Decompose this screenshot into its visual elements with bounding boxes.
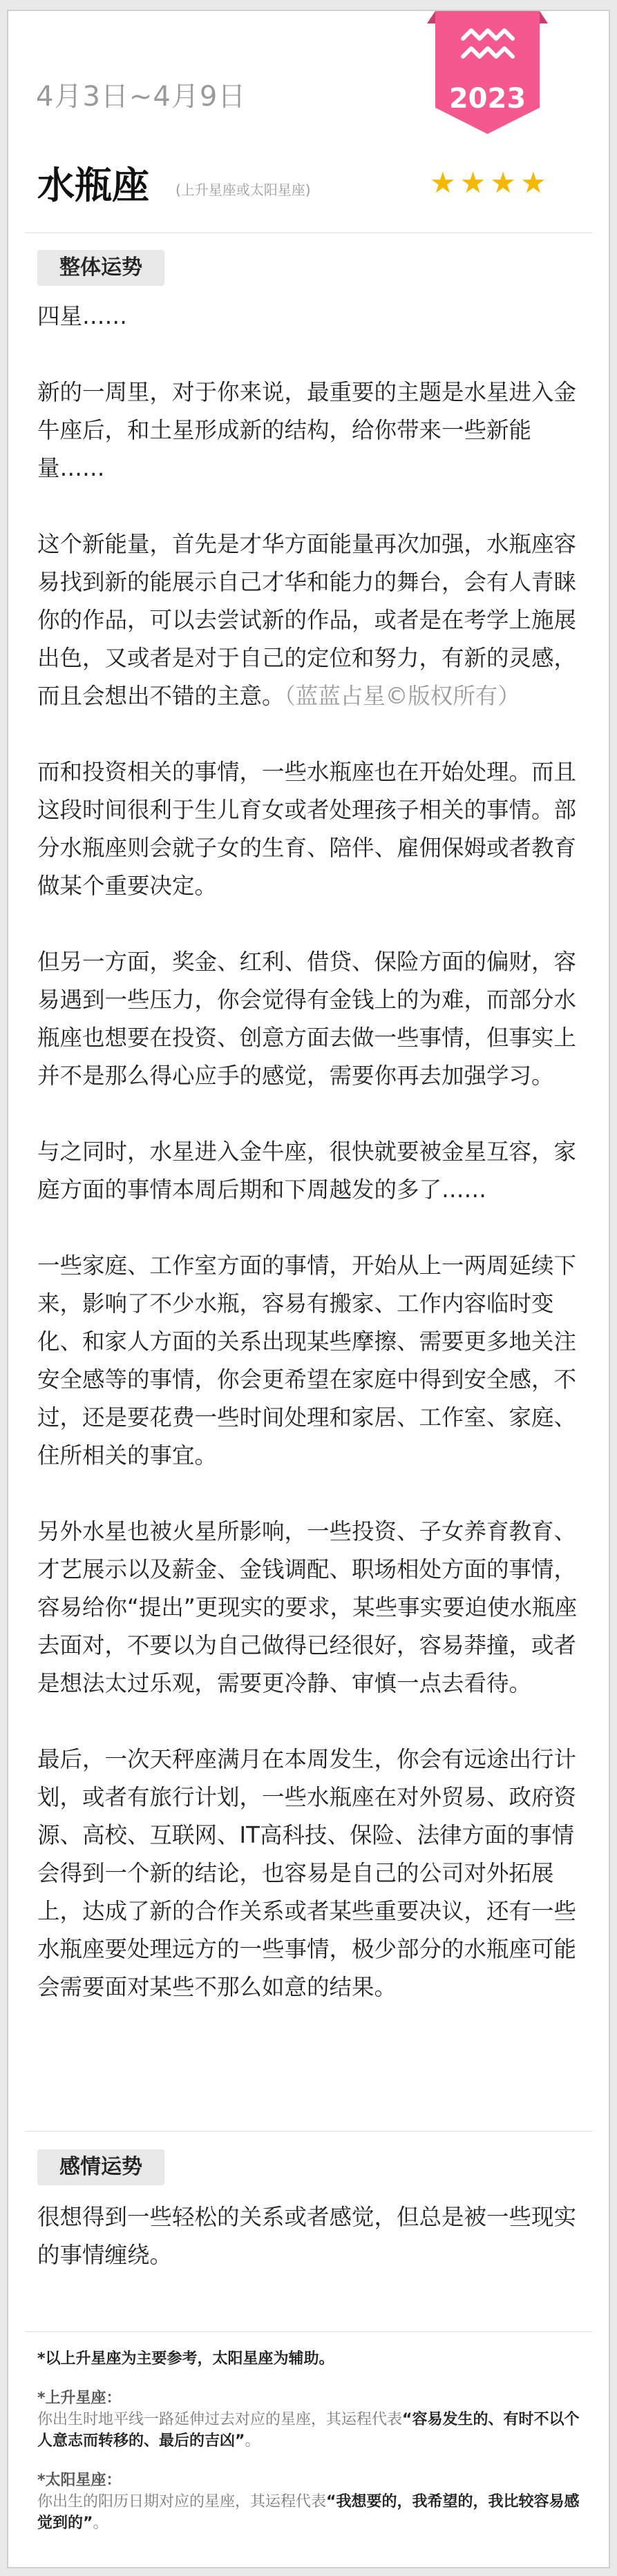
overall-tag: 整体运势 bbox=[37, 250, 164, 286]
sign-title: 水瓶座 bbox=[37, 164, 149, 207]
rating-stars: ★★★★ bbox=[430, 166, 551, 200]
love-tag: 感情运势 bbox=[37, 2149, 164, 2185]
paragraph: 与之同时，水星进入金牛座，很快就要被金星互容，家庭方面的事情本周后期和下周越发的多了…… bbox=[37, 1139, 577, 1203]
aquarius-icon bbox=[427, 11, 548, 135]
notes-head: *以上升星座为主要参考，太阳星座为辅助。 bbox=[37, 2350, 334, 2367]
paragraph: 四星…… bbox=[37, 303, 128, 329]
sun-note-quote: “我想要的，我希望的，我比较容易感觉到的” bbox=[37, 2493, 580, 2532]
sign-subtitle: (上升星座或太阳星座) bbox=[175, 182, 311, 198]
divider bbox=[25, 2331, 592, 2332]
paragraph: 另外水星也被火星所影响，一些投资、子女养育教育、才艺展示以及薪金、金钱调配、职场相处方面的事情，容易给你“提出”更现实的要求，某些事实要迫使水瓶座去面对，不要以为自己做得已经很好，容易莽撞，或者是想法太过乐观，需要更冷静、审慎一点去看待。 bbox=[37, 1518, 578, 1696]
badge-year: 2023 bbox=[448, 83, 526, 115]
paragraph: 这个新能量，首先是才华方面能量再次加强，水瓶座容易找到新的能展示自己才华和能力的舞台，会有人青睐你的作品，可以去尝试新的作品，或者是在考学上施展出色，又或者是对于自己的定位和努力，有新的灵感，而且会想出不错的主意。（蓝蓝占星©版权所有） bbox=[37, 531, 577, 709]
paragraph: 但另一方面，奖金、红利、借贷、保险方面的偏财，容易遇到一些压力，你会觉得有金钱上的为难，而部分水瓶座也想要在投资、创意方面去做一些事情，但事实上并不是那么得心应手的感觉，需要你再去加强学习。 bbox=[37, 949, 577, 1089]
divider bbox=[25, 232, 592, 233]
paragraph: 新的一周里，对于你来说，最重要的主题是水星进入金牛座后，和土星形成新的结构，给你带来一些新能量…… bbox=[37, 379, 577, 481]
asc-note: *上升星座： 你出生时地平线一路延伸过去对应的星座，其运程代表“容易发生的、有时不以个人意志而转移的、最后的吉凶”。 bbox=[37, 2388, 590, 2452]
sun-note: *太阳星座： 你出生的阳历日期对应的星座，其运程代表“我想要的，我希望的，我比较容易感觉到的”。 bbox=[37, 2470, 590, 2534]
paragraph: 而和投资相关的事情，一些水瓶座也在开始处理。而且这段时间很利于生儿育女或者处理孩子相关的事情。部分水瓶座则会就子女的生育、陪伴、雇佣保姆或者教育做某个重要决定。 bbox=[37, 759, 577, 899]
love-text bbox=[37, 2198, 590, 2274]
paragraph: 最后，一次天秤座满月在本周发生，你会有远途出行计划，或者有旅行计划，一些水瓶座在对外贸易、政府资源、高校、互联网、IT高科技、保险、法律方面的事情会得到一个新的结论，也容易是自己的公司对外拓展上，达成了新的合作关系或者某些重要决议，还有一些水瓶座要处理远方的一些事情，极少部分的水瓶座可能会需要面对某些不那么如意的结果。 bbox=[37, 1746, 577, 2000]
sun-note-title: *太阳星座： bbox=[37, 2472, 122, 2489]
paragraph: 一些家庭、工作室方面的事情，开始从上一两周延续下来，影响了不少水瓶，容易有搬家、工作内容临时变化、和家人方面的关系出现某些摩擦、需要更多地关注安全感等的事情，你会更希望在家庭中得到安全感，不过，还是要花费一些时间处理和家居、工作室、家庭、住所相关的事宜。 bbox=[37, 1252, 577, 1469]
title-row bbox=[37, 156, 604, 211]
divider bbox=[25, 2131, 592, 2132]
overall-text bbox=[37, 298, 590, 2006]
paragraph: 很想得到一些轻松的关系或者感觉，但总是被一些现实的事情缠绕。 bbox=[37, 2204, 577, 2268]
year-badge bbox=[427, 11, 548, 135]
asc-note-title: *上升星座： bbox=[37, 2390, 122, 2407]
date-range: 4月3日~4月9日 bbox=[36, 81, 247, 113]
horoscope-card bbox=[7, 10, 610, 2568]
notes-section bbox=[37, 2348, 590, 2552]
asc-note-quote: “容易发生的、有时不以个人意志而转移的、最后的吉凶” bbox=[37, 2411, 580, 2450]
copyright-watermark: （蓝蓝占星©版权所有） bbox=[284, 683, 520, 709]
